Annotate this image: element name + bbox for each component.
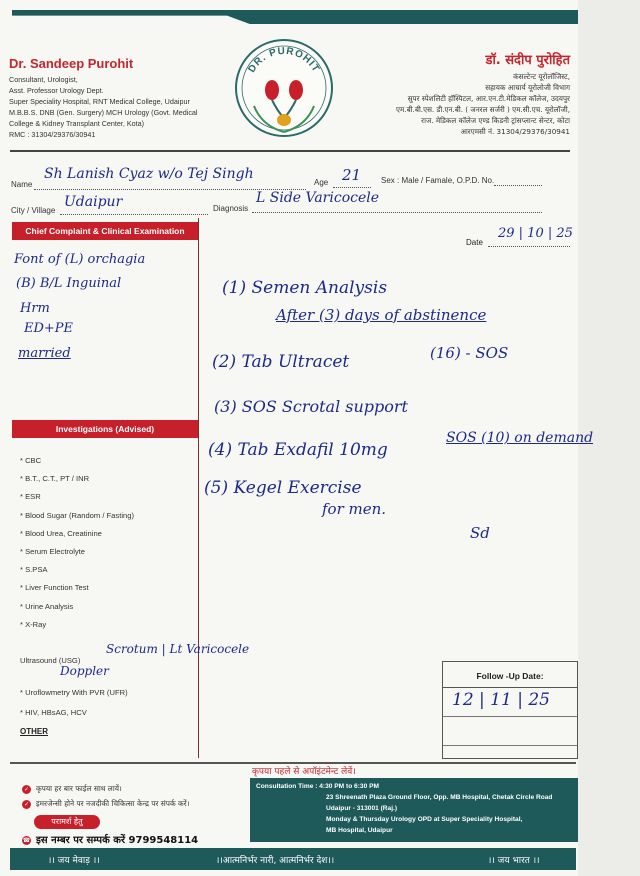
address-line: Udaipur - 313001 (Raj.) bbox=[326, 805, 398, 812]
rx-sub[interactable]: for men. bbox=[322, 500, 387, 518]
credential-line-hi: आरएमसी नं. 31304/29376/30941 bbox=[460, 127, 570, 136]
credential-line-hi: एम.बी.बी.एस. डी.एन.बी. ( जनरल सर्जरी ) एम.सी.एच. यूरोलॉजी, bbox=[396, 105, 570, 114]
phone-icon: ☎ bbox=[22, 836, 31, 844]
credential-line-hi: सहायक आचार्य यूरोलोजी विभाग bbox=[485, 83, 570, 92]
rx-sub[interactable]: After (3) days of abstinence bbox=[276, 306, 487, 324]
investigations-header: Investigations (Advised) bbox=[12, 420, 198, 438]
doctor-name-hi: डॉ. संदीप पुरोहित bbox=[485, 53, 570, 68]
date-label: Date bbox=[466, 238, 483, 247]
opd-line: Monday & Thursday Urology OPD at Super Speciality Hospital, bbox=[326, 816, 523, 823]
slogan-bar bbox=[10, 848, 576, 870]
credential-line: M.B.B.S. DNB (Gen. Surgery) MCH Urology (Govt. Medical bbox=[9, 108, 198, 117]
ultrasound-label[interactable]: Ultrasound (USG) bbox=[20, 656, 81, 665]
slogan-left: ।। जय मेवाड़ ।। bbox=[48, 856, 100, 866]
doctor-signature: Sd bbox=[470, 524, 490, 542]
credential-line: RMC : 31304/29376/30941 bbox=[9, 130, 96, 139]
diagnosis-value[interactable]: L Side Varicocele bbox=[256, 190, 380, 206]
rx-item[interactable]: (4) Tab Exdafil 10mg bbox=[208, 440, 388, 460]
patient-age[interactable]: 21 bbox=[342, 166, 362, 184]
investigation-item[interactable]: * Liver Function Test bbox=[20, 583, 89, 593]
credential-line: Super Speciality Hospital, RNT Medical College, Udaipur bbox=[9, 97, 190, 106]
credential-line: College & Kidney Transplant Center, Kota) bbox=[9, 119, 145, 128]
fee-badge: परामर्श हेतु bbox=[34, 815, 100, 829]
age-label: Age bbox=[314, 178, 329, 187]
city-line bbox=[60, 213, 208, 215]
doctor-info-en bbox=[9, 56, 229, 140]
complaint-note[interactable]: Font of (L) orchagia bbox=[14, 252, 146, 267]
credential-line-hi: राज. मेडिकल कॉलेज एण्ड किडनी ट्रांसप्लान्ट सेन्टर, कोटा bbox=[421, 116, 570, 125]
header-strip bbox=[12, 10, 578, 24]
phone-line[interactable]: ☎ इस नम्बर पर सम्पर्क करें 9799548114 bbox=[22, 835, 199, 846]
followup-row bbox=[443, 717, 577, 746]
consultation-box bbox=[250, 778, 578, 842]
rx-item[interactable]: (3) SOS Scrotal support bbox=[214, 397, 408, 416]
clinic-logo bbox=[232, 36, 336, 140]
investigation-item[interactable]: * ESR bbox=[20, 492, 41, 502]
consultation-time: Consultation Time : 4:30 PM to 6:30 PM bbox=[256, 783, 379, 790]
credential-line-hi: कंसल्टेन्ट यूरोलॉजिस्ट, bbox=[513, 72, 570, 81]
patient-city[interactable]: Udaipur bbox=[64, 194, 123, 210]
footer-note: ✓ कृपया हर बार फाईल साथ लायें। bbox=[23, 784, 122, 793]
other-label: OTHER bbox=[20, 727, 48, 736]
age-line bbox=[333, 186, 371, 188]
header-divider bbox=[10, 150, 570, 152]
address-line: 23 Shreenath Plaza Ground Floor, Opp. MB Hospital, Chetak Circle Road bbox=[326, 794, 553, 801]
slogan-center: ।।आत्मनिर्भर नारी, आत्मनिर्भर देश।। bbox=[216, 856, 335, 866]
opd-line bbox=[494, 184, 542, 186]
bullet-icon: ✓ bbox=[23, 800, 30, 808]
credential-line: Consultant, Urologist, bbox=[9, 75, 78, 84]
doctor-info-hi bbox=[338, 50, 570, 137]
diagnosis-line bbox=[252, 211, 542, 213]
complaint-note[interactable]: Hrm bbox=[20, 301, 50, 316]
rx-sub[interactable]: SOS (10) on demand bbox=[446, 430, 594, 446]
complaint-note[interactable]: married bbox=[18, 346, 71, 361]
ultrasound-note[interactable]: Scrotum | Lt Varicocele bbox=[106, 642, 250, 656]
rx-sub[interactable]: (16) - SOS bbox=[430, 344, 509, 362]
complaint-header: Chief Complaint & Clinical Examination bbox=[12, 222, 198, 240]
rx-item[interactable]: (1) Semen Analysis bbox=[222, 278, 388, 298]
investigations-list bbox=[20, 452, 200, 634]
investigation-item[interactable]: * X-Ray bbox=[20, 619, 47, 629]
slogan-right: ।। जय भारत ।। bbox=[488, 856, 540, 866]
investigation-item[interactable]: * Blood Urea, Creatinine bbox=[20, 528, 102, 538]
investigation-item[interactable]: * S.PSA bbox=[20, 565, 48, 575]
followup-date[interactable]: 12 | 11 | 25 bbox=[452, 690, 550, 710]
diagnosis-label: Diagnosis bbox=[213, 204, 249, 213]
investigation-item[interactable]: * Uroflowmetry With PVR (UFR) bbox=[20, 688, 128, 697]
followup-box bbox=[442, 661, 578, 759]
date-value[interactable]: 29 | 10 | 25 bbox=[498, 226, 573, 241]
investigation-item[interactable]: * HIV, HBsAG, HCV bbox=[20, 708, 87, 717]
investigation-item[interactable]: * CBC bbox=[20, 456, 42, 465]
ultrasound-note2[interactable]: Doppler bbox=[60, 664, 109, 678]
footer-note: ✓ इमरजेन्सी होने पर नजदीकी चिकित्सा केन्द्र पर संपर्क करें। bbox=[23, 799, 190, 808]
date-line bbox=[488, 245, 570, 247]
sex-opd-label: Sex : Male / Famale, O.P.D. No. bbox=[381, 176, 495, 185]
bullet-icon: ✓ bbox=[23, 785, 30, 793]
doctor-name-en: Dr. Sandeep Purohit bbox=[9, 56, 134, 71]
complaint-note[interactable]: ED+PE bbox=[24, 321, 74, 336]
opd-line: MB Hospital, Udaipur bbox=[326, 827, 393, 834]
complaint-note[interactable]: (B) B/L Inguinal bbox=[16, 276, 122, 291]
investigation-item[interactable]: * B.T., C.T., PT / INR bbox=[20, 474, 90, 484]
investigation-item[interactable]: * Urine Analysis bbox=[20, 601, 74, 611]
name-label: Name bbox=[11, 180, 33, 189]
credential-line-hi: सुपर स्पेशलिटी हॉस्पिटल, आर.एन.टी.मेडिकल कॉलेज, उदयपुर bbox=[407, 94, 570, 103]
investigation-item[interactable]: * Blood Sugar (Random / Fasting) bbox=[20, 510, 134, 520]
investigation-item[interactable]: * Serum Electrolyte bbox=[20, 547, 86, 557]
appointment-notice: कृपया पहले से अपॉइंटमेन्ट लेवें। bbox=[252, 767, 356, 777]
rx-item[interactable]: (5) Kegel Exercise bbox=[204, 478, 362, 498]
logo-text: DR. PUROHIT bbox=[246, 45, 322, 75]
credential-line: Asst. Professor Urology Dept. bbox=[9, 86, 104, 95]
rx-item[interactable]: (2) Tab Ultracet bbox=[212, 352, 350, 372]
city-label: City / Village bbox=[11, 206, 56, 215]
patient-name[interactable]: Sh Lanish Cyaz w/o Tej Singh bbox=[44, 166, 254, 182]
followup-title: Follow -Up Date: bbox=[443, 662, 577, 688]
